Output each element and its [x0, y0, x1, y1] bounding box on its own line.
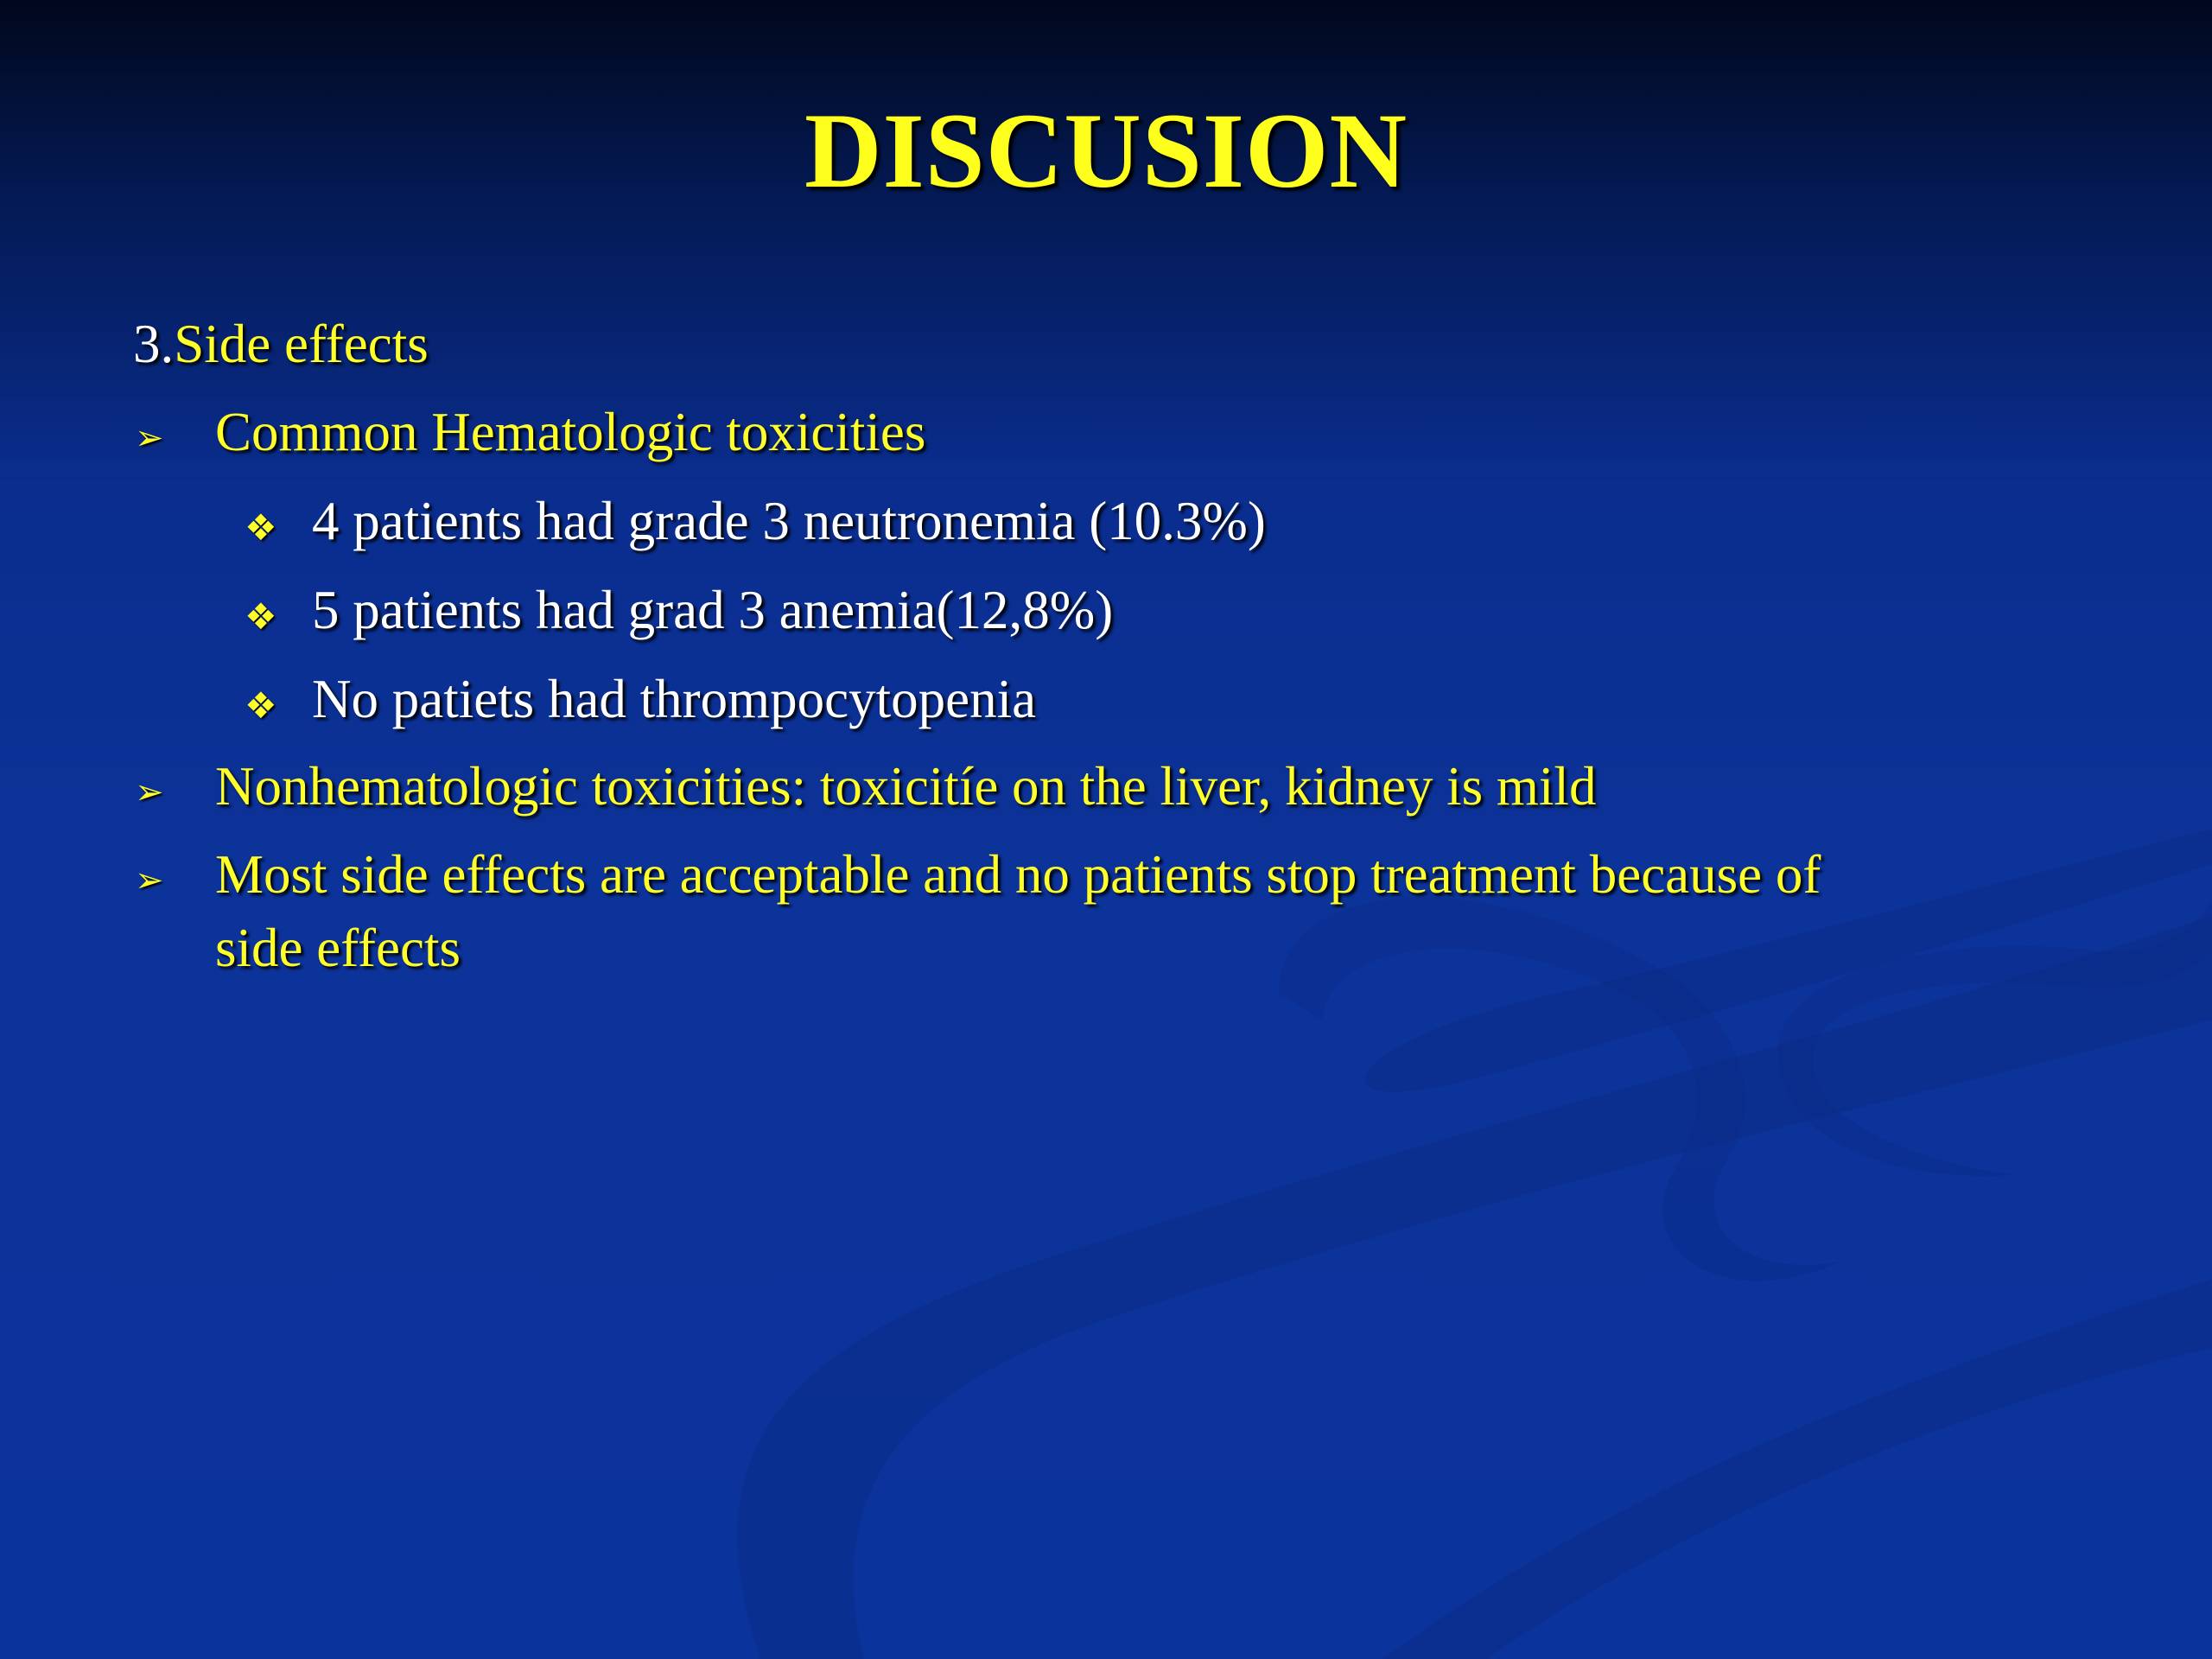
section-heading — [133, 308, 429, 380]
slide-title: DISCUSION — [804, 92, 1408, 210]
bullet-nonhematologic: Nonhematologic toxicities: toxicitíe on the liver, kidney is mild — [215, 756, 1597, 817]
arrow-bullet-icon: ➢ — [135, 418, 164, 458]
diamond-bullet-icon: ❖ — [245, 595, 277, 638]
arrow-bullet-icon: ➢ — [135, 861, 164, 900]
diamond-bullet-icon: ❖ — [245, 684, 277, 727]
sub-bullet-anemia: 5 patients had grad 3 anemia(12,8%) — [312, 580, 1114, 640]
diamond-bullet-icon: ❖ — [245, 506, 277, 549]
bullet-common-hematologic: Common Hematologic toxicities — [215, 402, 926, 462]
bullet-side-effects-acceptable-line2: side effects — [215, 918, 461, 978]
section-label: Side effects — [174, 314, 429, 374]
sub-bullet-thrombocytopenia: No patiets had thrompocytopenia — [312, 669, 1037, 729]
section-number: 3. — [133, 314, 175, 374]
arrow-bullet-icon: ➢ — [135, 772, 164, 812]
bullet-side-effects-acceptable-line1: Most side effects are acceptable and no patients stop treatment because of — [215, 844, 1821, 905]
sub-bullet-neutronemia: 4 patients had grade 3 neutronemia (10.3%) — [312, 491, 1266, 551]
